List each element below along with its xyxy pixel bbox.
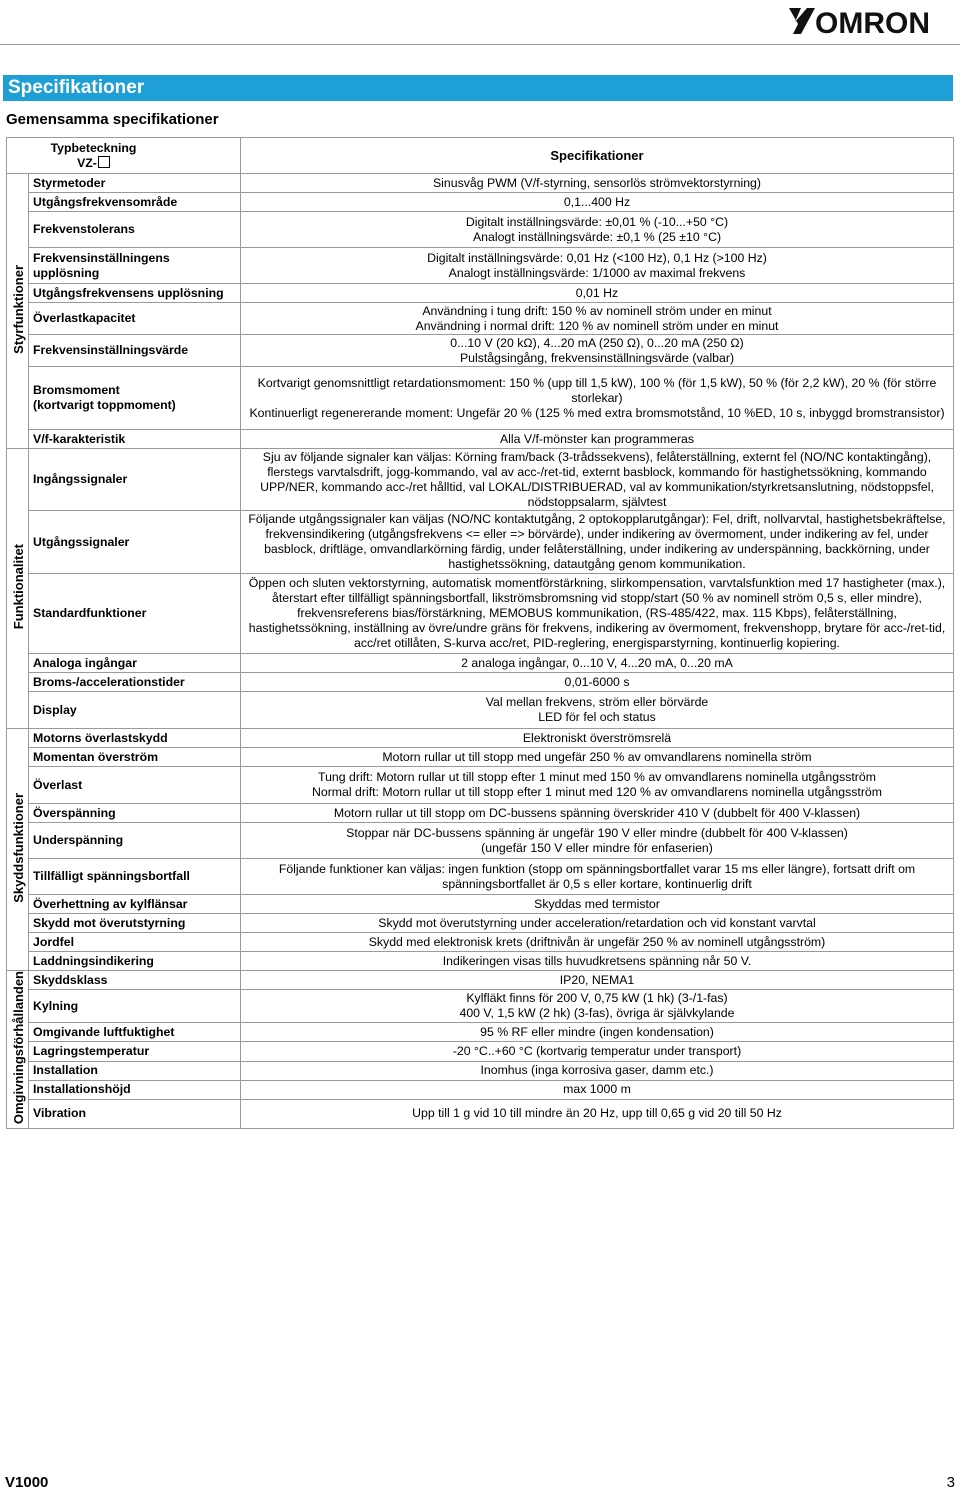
spec-name: Ingångssignaler (29, 449, 241, 511)
spec-value: Motorn rullar ut till stopp om DC-bussens spänning överskrider 410 V (dubbelt för 400 V-klassen) (241, 804, 954, 823)
spec-value: 0,01-6000 s (241, 673, 954, 692)
spec-name: Underspänning (29, 823, 241, 859)
table-row (7, 952, 954, 971)
spec-value: Följande utgångssignaler kan väljas (NO/NC kontaktutgång, 2 optokopplarutgångar): Fel, drift, nollvarvtal, hastighetsbekräftelse, frekvensindikering (utgångsfrekvens <= eller => börvärde), under indikering av övermoment, under indikering av fel, under basblock, driftläge, omvandlarkörning färdig, under felåterställning, under indikering av underspänning, backkörning, under hastighetssökning, datautgång genom kommunikation. (241, 511, 954, 574)
spec-name: Laddningsindikering (29, 952, 241, 971)
spec-value: Skydd med elektronisk krets (driftnivån är ungefär 250 % av nominell utgångsström) (241, 933, 954, 952)
spec-value: Skyddas med termistor (241, 895, 954, 914)
spec-name: Installation (29, 1061, 241, 1080)
section-subtitle: Gemensamma specifikationer (6, 111, 219, 128)
table-row (7, 367, 954, 430)
header-specifications: Specifikationer (241, 138, 954, 174)
table-row (7, 248, 954, 284)
spec-value: Inomhus (inga korrosiva gaser, damm etc.) (241, 1061, 954, 1080)
logo-text: OMRON (815, 7, 930, 40)
spec-value: Elektroniskt överströmsrelä (241, 729, 954, 748)
page-title: Specifikationer (3, 75, 953, 101)
spec-name: Överlast (29, 767, 241, 804)
checkbox-icon (98, 156, 110, 168)
table-row (7, 895, 954, 914)
spec-value: 2 analoga ingångar, 0...10 V, 4...20 mA, 0...20 mA (241, 654, 954, 673)
table-row (7, 1080, 954, 1099)
table-row (7, 859, 954, 895)
spec-value: Upp till 1 g vid 10 till mindre än 20 Hz, upp till 0,65 g vid 20 till 50 Hz (241, 1099, 954, 1128)
table-row (7, 303, 954, 335)
header-type-designation (7, 138, 241, 174)
table-row (7, 284, 954, 303)
spec-name: Vibration (29, 1099, 241, 1128)
header-model-prefix: VZ- (77, 155, 97, 170)
spec-name: Omgivande luftfuktighet (29, 1023, 241, 1042)
table-row (7, 193, 954, 212)
spec-name: Jordfel (29, 933, 241, 952)
spec-value: Följande funktioner kan väljas: ingen funktion (stopp om spänningsbortfallet varar 15 ms eller längre), fortsatt drift om spänningsbortfallet är 0,5 s eller kortare, kontinuerlig drift (241, 859, 954, 895)
table-row (7, 804, 954, 823)
group-label-cell (7, 971, 29, 1129)
spec-name: Skyddsklass (29, 971, 241, 990)
spec-name: Överhettning av kylflänsar (29, 895, 241, 914)
spec-name: Broms-/accelerationstider (29, 673, 241, 692)
table-row (7, 823, 954, 859)
spec-value: Öppen och sluten vektorstyrning, automatisk momentförstärkning, slirkompensation, varvtalsfunktion med 17 hastigheter (max.), återstart efter tillfälligt spänningsbortfall, likströmsbromsning vid stopp/start (50 % av nominell ström 0,5 s, eller mindre), frekvensreferens bias/förstärkning, MEMOBUS kommunikation, (RS-485/422, max. 115 Kbps), felåterställning, hastighetssökning, inställning av övre/undre gräns för frekvens, indikering av övermoment, frekvenshopp, brytare för acc-/ret-tid, acc/ret otillåten, S-kurva acc/ret, PID-reglering, energisparstyrning, kontinuerlig kopiering. (241, 574, 954, 654)
spec-value: max 1000 m (241, 1080, 954, 1099)
spec-table-body (7, 174, 954, 1129)
spec-name: Analoga ingångar (29, 654, 241, 673)
spec-value: Digitalt inställningsvärde: 0,01 Hz (<100 Hz), 0,1 Hz (>100 Hz) Analogt inställningsvärde: 1/1000 av maximal frekvens (241, 248, 954, 284)
spec-name: Standardfunktioner (29, 574, 241, 654)
spec-name: Display (29, 692, 241, 729)
spec-name: Installationshöjd (29, 1080, 241, 1099)
spec-value: Sju av följande signaler kan väljas: Körning fram/back (3-trådssekvens), felåterställning, externt fel (NO/NC kontaktingång), flerstegs varvtalsdrift, jogg-kommando, val av acc-/ret-tid, externt basblock, kommando för hastighetssökning, kommando UPP/NER, kommando acc-/ret hålltid, val LOKAL/DISTRIBUERAD, val av kommunikation/styrkretsanslutning, nödstoppsfel, nödstoppsalarm, självtest (241, 449, 954, 511)
group-label-cell (7, 449, 29, 729)
spec-value: Kylfläkt finns för 200 V, 0,75 kW (1 hk) (3-/1-fas) 400 V, 1,5 kW (2 hk) (3-fas), övriga är självkylande (241, 990, 954, 1023)
spec-name: Överlastkapacitet (29, 303, 241, 335)
spec-value: -20 °C..+60 °C (kortvarig temperatur under transport) (241, 1042, 954, 1061)
spec-value: Indikeringen visas tills huvudkretsens spänning når 50 V. (241, 952, 954, 971)
spec-value: 0,1...400 Hz (241, 193, 954, 212)
table-row (7, 1042, 954, 1061)
spec-name: Utgångssignaler (29, 511, 241, 574)
spec-value: Alla V/f-mönster kan programmeras (241, 430, 954, 449)
header-divider (0, 44, 960, 45)
table-row (7, 914, 954, 933)
table-row (7, 1023, 954, 1042)
spec-value: Val mellan frekvens, ström eller börvärde LED för fel och status (241, 692, 954, 729)
spec-name: Utgångsfrekvensens upplösning (29, 284, 241, 303)
header-type-line2 (0, 156, 236, 171)
table-row (7, 933, 954, 952)
table-row (7, 174, 954, 193)
table-row (7, 511, 954, 574)
spec-name: V/f-karakteristik (29, 430, 241, 449)
group-label: Funktionalitet (11, 543, 26, 630)
spec-name: Frekvenstolerans (29, 212, 241, 248)
spec-value: Sinusvåg PWM (V/f-styrning, sensorlös strömvektorstyrning) (241, 174, 954, 193)
group-label: Omgivningsförhållanden (11, 971, 26, 1125)
table-row (7, 1099, 954, 1128)
spec-value: Motorn rullar ut till stopp med ungefär 250 % av omvandlarens nominella ström (241, 748, 954, 767)
omron-logo (787, 4, 952, 40)
table-row (7, 673, 954, 692)
spec-name: Momentan överström (29, 748, 241, 767)
spec-value: Tung drift: Motorn rullar ut till stopp efter 1 minut med 150 % av omvandlarens nominella utgångsström Normal drift: Motorn rullar ut till stopp efter 1 minut med 120 % av omvandlarens nominella utgångsström (241, 767, 954, 804)
table-row (7, 990, 954, 1023)
table-row (7, 430, 954, 449)
spec-name: Frekvensinställningsvärde (29, 335, 241, 367)
spec-value: Användning i tung drift: 150 % av nominell ström under en minut Användning i normal drift: 120 % av nominell ström under en minut (241, 303, 954, 335)
table-row (7, 767, 954, 804)
spec-name: Skydd mot överutstyrning (29, 914, 241, 933)
spec-name: Styrmetoder (29, 174, 241, 193)
table-row (7, 574, 954, 654)
spec-value: 0...10 V (20 kΩ), 4...20 mA (250 Ω), 0...20 mA (250 Ω) Pulstågsingång, frekvensinställningsvärde (valbar) (241, 335, 954, 367)
table-row (7, 212, 954, 248)
table-row (7, 748, 954, 767)
header-type-line1: Typbeteckning (50, 140, 137, 155)
spec-name: Lagringstemperatur (29, 1042, 241, 1061)
group-label-cell (7, 174, 29, 449)
footer-product: V1000 (5, 1474, 49, 1491)
table-row (7, 1061, 954, 1080)
table-row (7, 335, 954, 367)
group-label: Styrfunktioner (11, 264, 26, 354)
group-label: Skyddsfunktioner (11, 792, 26, 903)
spec-value: Stoppar när DC-bussens spänning är ungefär 190 V eller mindre (dubbelt för 400 V-klassen) (ungefär 150 V eller mindre för enfaserien) (241, 823, 954, 859)
table-row (7, 692, 954, 729)
spec-value: 95 % RF eller mindre (ingen kondensation) (241, 1023, 954, 1042)
spec-name: Frekvensinställningens upplösning (29, 248, 241, 284)
spec-name: Tillfälligt spänningsbortfall (29, 859, 241, 895)
spec-name: Motorns överlastskydd (29, 729, 241, 748)
omron-logo-icon (787, 4, 952, 40)
footer-page-number: 3 (946, 1474, 955, 1491)
spec-value: Kortvarigt genomsnittligt retardationsmoment: 150 % (upp till 1,5 kW), 100 % (för 1,5 kW), 50 % (för 2,2 kW), 20 % (för större storlekar) Kontinuerligt regenererande moment: Ungefär 20 % (125 % med extra bromsmotstånd, 10 %ED, 10 s, inbyggd bromstransistor) (241, 367, 954, 430)
spec-value: IP20, NEMA1 (241, 971, 954, 990)
table-row (7, 654, 954, 673)
spec-name: Utgångsfrekvensområde (29, 193, 241, 212)
spec-table (6, 137, 954, 1129)
spec-value: Digitalt inställningsvärde: ±0,01 % (-10...+50 °C) Analogt inställningsvärde: ±0,1 % (25 ±10 °C) (241, 212, 954, 248)
table-row (7, 729, 954, 748)
spec-name: Kylning (29, 990, 241, 1023)
spec-name: Överspänning (29, 804, 241, 823)
table-row (7, 971, 954, 990)
group-label-cell (7, 729, 29, 971)
spec-value: Skydd mot överutstyrning under acceleration/retardation och vid konstant varvtal (241, 914, 954, 933)
table-row (7, 449, 954, 511)
table-header-row (7, 138, 954, 174)
spec-value: 0,01 Hz (241, 284, 954, 303)
spec-name: Bromsmoment (kortvarigt toppmoment) (29, 367, 241, 430)
